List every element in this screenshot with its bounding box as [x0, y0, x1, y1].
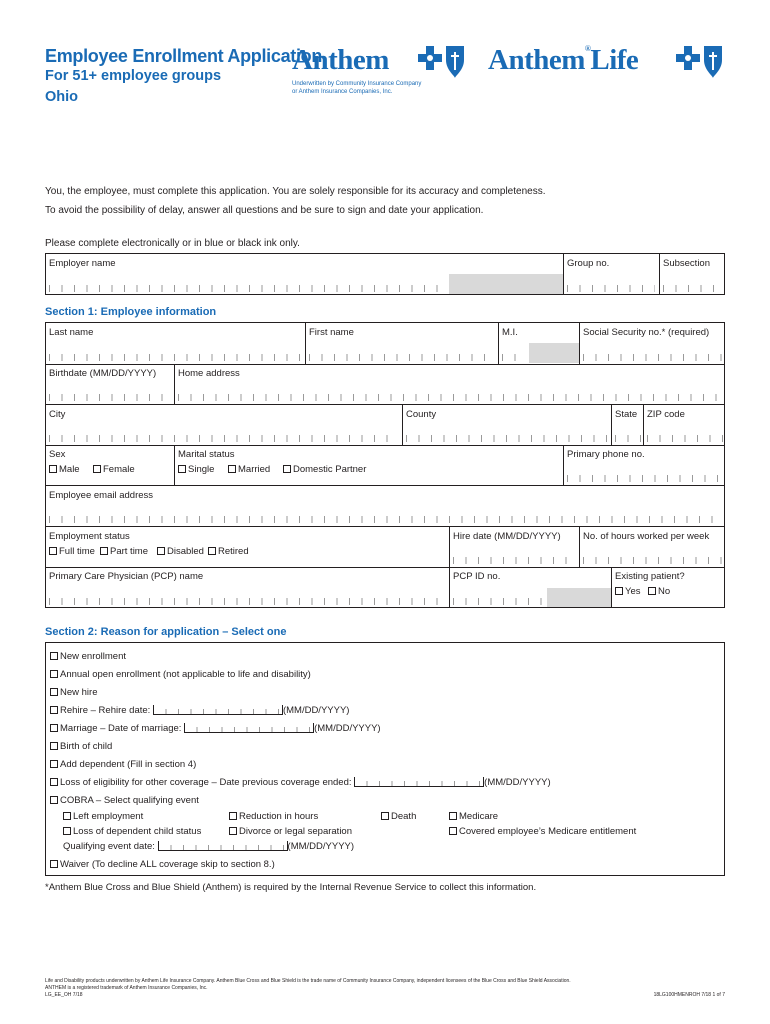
checkbox[interactable] [63, 812, 71, 820]
birth-of-child-option[interactable]: Birth of child [50, 741, 112, 752]
employment-full-time-option[interactable]: Full time [49, 546, 95, 557]
checkbox[interactable] [178, 465, 186, 473]
mi-input[interactable] [502, 354, 526, 361]
checkbox[interactable] [50, 706, 58, 714]
checkbox[interactable] [93, 465, 101, 473]
footer-page-code: 18LG100HMENROH 7/18 1 of 7 [653, 992, 725, 998]
zip-input[interactable] [647, 435, 723, 442]
underwritten-note [292, 80, 421, 96]
ink-note: Please complete electronically or in blue or black ink only. [45, 238, 300, 249]
form-state: Ohio [45, 89, 79, 105]
anthem-life-logo: Anthem®Life [488, 44, 639, 76]
checkbox[interactable] [229, 827, 237, 835]
checkbox[interactable] [50, 796, 58, 804]
checkbox[interactable] [50, 688, 58, 696]
birthdate-label: Birthdate (MM/DD/YYYY) [49, 368, 157, 379]
sex-label: Sex [49, 449, 66, 460]
marriage-option[interactable]: Marriage – Date of marriage: (MM/DD/YYYY) [50, 723, 381, 734]
subsection-label: Subsection [663, 258, 711, 269]
checkbox[interactable] [381, 812, 389, 820]
subsection-input[interactable] [663, 285, 723, 292]
checkbox[interactable] [157, 547, 165, 555]
checkbox[interactable] [49, 547, 57, 555]
checkbox[interactable] [50, 652, 58, 660]
checkbox[interactable] [100, 547, 108, 555]
marriage-date-input[interactable] [184, 723, 314, 733]
intro-line-1: You, the employee, must complete this application. You are solely responsible for its accuracy and completeness. [45, 186, 546, 197]
cobra-left-employment-option[interactable]: Left employment [63, 811, 143, 822]
employment-retired-option[interactable]: Retired [208, 546, 249, 557]
existing-patient-label: Existing patient? [615, 571, 685, 582]
cobra-death-option[interactable]: Death [381, 811, 416, 822]
cobra-option[interactable]: COBRA – Select qualifying event [50, 795, 199, 806]
state-input[interactable] [615, 435, 641, 442]
pcp-name-input[interactable] [49, 598, 445, 605]
checkbox[interactable] [50, 742, 58, 750]
checkbox[interactable] [50, 670, 58, 678]
checkbox[interactable] [50, 860, 58, 868]
checkbox[interactable] [50, 778, 58, 786]
existing-patient-yes-option[interactable]: Yes [615, 586, 641, 597]
add-dependent-option[interactable]: Add dependent (Fill in section 4) [50, 759, 196, 770]
hours-per-week-input[interactable] [583, 557, 723, 564]
cobra-reduction-hours-option[interactable]: Reduction in hours [229, 811, 318, 822]
county-label: County [406, 409, 437, 420]
email-label: Employee email address [49, 490, 154, 501]
anthem-logo-text: Anthem [292, 44, 389, 76]
group-no-label: Group no. [567, 258, 610, 269]
checkbox[interactable] [229, 812, 237, 820]
sex-male-option[interactable]: Male [49, 464, 80, 475]
new-enrollment-option[interactable]: New enrollment [50, 651, 126, 662]
state-label: State [615, 409, 638, 420]
city-label: City [49, 409, 66, 420]
anthem-logo [292, 44, 389, 77]
cobra-loss-dependent-option[interactable]: Loss of dependent child status [63, 826, 201, 837]
footer-line-1: Life and Disability products underwritten by Anthem Life Insurance Company. Anthem Blue Cross and Blue Shield is the trade name of Community Insurance Company, independent licensees of the Blue Cross and Blue Shield Association. [45, 978, 571, 984]
group-no-input[interactable] [567, 285, 655, 292]
sex-female-option[interactable]: Female [93, 464, 135, 475]
footer-legal [45, 978, 645, 999]
employment-part-time-option[interactable]: Part time [100, 546, 148, 557]
date-format-hint: (MM/DD/YYYY) [287, 841, 355, 852]
employer-name-input[interactable] [49, 285, 445, 292]
new-hire-option[interactable]: New hire [50, 687, 98, 698]
email-input[interactable] [49, 516, 723, 523]
ssn-label: Social Security no.* (required) [583, 327, 710, 338]
checkbox[interactable] [283, 465, 291, 473]
home-address-input[interactable] [178, 394, 722, 401]
waiver-option[interactable]: Waiver (To decline ALL coverage skip to section 8.) [50, 859, 275, 870]
hours-per-week-label: No. of hours worked per week [583, 531, 710, 542]
underwritten-line-1: Underwritten by Community Insurance Company [292, 81, 422, 87]
previous-coverage-date-input[interactable] [354, 777, 484, 787]
checkbox[interactable] [50, 724, 58, 732]
footer-form-code: LG_EE_OH 7/18 [45, 992, 83, 998]
rehire-option[interactable]: Rehire – Rehire date: (MM/DD/YYYY) [50, 705, 349, 716]
marital-married-option[interactable]: Married [228, 464, 270, 475]
footer-line-2: ANTHEM is a registered trademark of Anthem Insurance Companies, Inc. [45, 985, 208, 991]
checkbox[interactable] [615, 587, 623, 595]
qualifying-event-date-row: Qualifying event date: (MM/DD/YYYY) [63, 841, 355, 852]
form-title: Employee Enrollment Application [45, 46, 323, 66]
hire-date-label: Hire date (MM/DD/YYYY) [453, 531, 561, 542]
marital-single-option[interactable]: Single [178, 464, 214, 475]
underwritten-line-2: or Anthem Insurance Companies, Inc. [292, 89, 393, 95]
first-name-input[interactable] [309, 354, 494, 361]
pcp-name-label: Primary Care Physician (PCP) name [49, 571, 204, 582]
hire-date-input[interactable] [453, 557, 575, 564]
date-format-hint: (MM/DD/YYYY) [484, 777, 551, 788]
checkbox[interactable] [49, 465, 57, 473]
last-name-label: Last name [49, 327, 94, 338]
cobra-medicare-option[interactable]: Medicare [449, 811, 498, 822]
blue-cross-shield-icon [418, 44, 466, 80]
checkbox[interactable] [63, 827, 71, 835]
checkbox[interactable] [208, 547, 216, 555]
marital-domestic-partner-option[interactable]: Domestic Partner [283, 464, 366, 475]
form-subtitle: For 51+ employee groups [45, 68, 222, 84]
checkbox[interactable] [648, 587, 656, 595]
irs-footnote: *Anthem Blue Cross and Blue Shield (Anthem) is required by the Internal Revenue Service to collect this information. [45, 882, 537, 893]
last-name-input[interactable] [49, 354, 301, 361]
employment-disabled-option[interactable]: Disabled [157, 546, 204, 557]
birthdate-input[interactable] [49, 394, 171, 401]
section1-title: Section 1: Employee information [45, 306, 217, 318]
rehire-date-input[interactable] [153, 705, 283, 715]
employer-name-label: Employer name [49, 258, 116, 269]
section2-title: Section 2: Reason for application – Select one [45, 626, 287, 638]
marital-status-label: Marital status [178, 449, 235, 460]
cobra-divorce-option[interactable]: Divorce or legal separation [229, 826, 352, 837]
qualifying-event-date-input[interactable] [158, 841, 288, 851]
home-address-label: Home address [178, 368, 240, 379]
checkbox[interactable] [50, 760, 58, 768]
checkbox[interactable] [449, 827, 457, 835]
anthem-life-logo-text: Anthem [488, 44, 585, 76]
ssn-input[interactable] [583, 354, 723, 361]
city-input[interactable] [49, 435, 399, 442]
existing-patient-no-option[interactable]: No [648, 586, 670, 597]
blue-cross-shield-icon [676, 44, 724, 80]
pcp-id-input[interactable] [453, 598, 543, 605]
pcp-id-label: PCP ID no. [453, 571, 501, 582]
zip-label: ZIP code [647, 409, 685, 420]
mi-label: M.I. [502, 327, 518, 338]
cobra-covered-medicare-option[interactable]: Covered employee’s Medicare entitlement [449, 826, 636, 837]
county-input[interactable] [406, 435, 608, 442]
intro-line-2: To avoid the possibility of delay, answer all questions and be sure to sign and date your application. [45, 205, 484, 216]
date-format-hint: (MM/DD/YYYY) [282, 705, 350, 716]
checkbox[interactable] [228, 465, 236, 473]
primary-phone-input[interactable] [567, 475, 723, 482]
loss-of-eligibility-option[interactable]: Loss of eligibility for other coverage – Date previous coverage ended: (MM/DD/YYYY) [50, 777, 551, 788]
checkbox[interactable] [449, 812, 457, 820]
first-name-label: First name [309, 327, 354, 338]
annual-open-enrollment-option[interactable]: Annual open enrollment (not applicable to life and disability) [50, 669, 311, 680]
anthem-life-logo-suffix: Life [590, 44, 639, 76]
date-format-hint: (MM/DD/YYYY) [314, 723, 381, 734]
primary-phone-label: Primary phone no. [567, 449, 645, 460]
employment-status-label: Employment status [49, 531, 130, 542]
